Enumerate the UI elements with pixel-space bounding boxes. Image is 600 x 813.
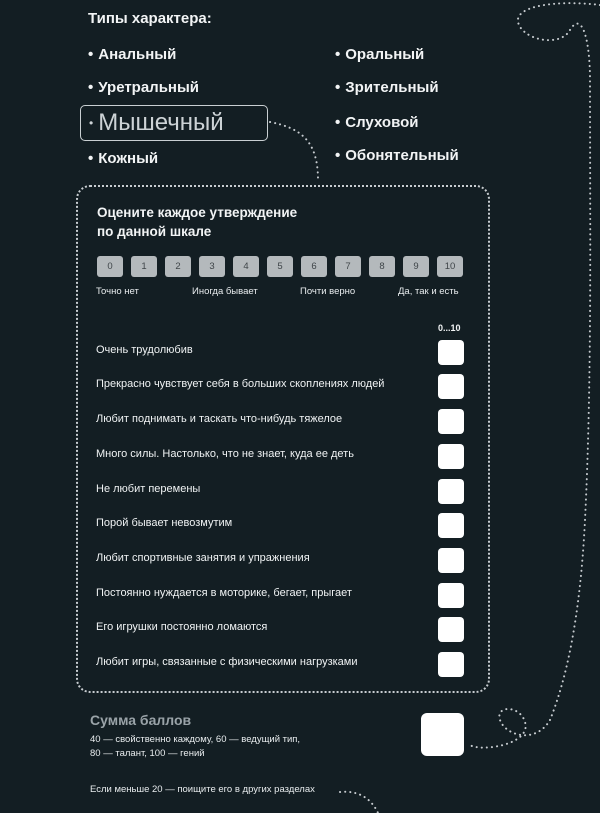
type-label: Обонятельный bbox=[345, 147, 459, 164]
scale-value-7: 7 bbox=[335, 256, 361, 277]
type-item-anal[interactable] bbox=[88, 46, 176, 63]
type-label: Зрительный bbox=[345, 79, 439, 96]
bullet: • bbox=[335, 46, 341, 63]
question-text: Любит поднимать и таскать что-нибудь тяжелое bbox=[96, 413, 343, 425]
question-text: Постоянно нуждается в моторике, бегает, прыгает bbox=[96, 587, 352, 599]
type-item-auditory[interactable] bbox=[335, 114, 419, 131]
type-item-muscular-selected[interactable] bbox=[80, 105, 268, 141]
score-input[interactable] bbox=[438, 617, 464, 642]
type-item-olfactory[interactable] bbox=[335, 147, 459, 164]
score-input[interactable] bbox=[438, 548, 464, 573]
bullet: • bbox=[88, 46, 94, 63]
bullet: • bbox=[335, 114, 341, 131]
scale-value-8: 8 bbox=[369, 256, 395, 277]
score-range-header: 0...10 bbox=[438, 323, 461, 333]
sum-title: Сумма баллов bbox=[90, 712, 192, 728]
question-text: Много силы. Настолько, что не знает, куда ее деть bbox=[96, 448, 354, 460]
scale-value-1: 1 bbox=[131, 256, 157, 277]
scale-value-6: 6 bbox=[301, 256, 327, 277]
scale-value-3: 3 bbox=[199, 256, 225, 277]
type-label: Анальный bbox=[98, 46, 177, 63]
scale-value-0: 0 bbox=[97, 256, 123, 277]
scale-label-almost: Почти верно bbox=[300, 286, 356, 297]
scale-value-4: 4 bbox=[233, 256, 259, 277]
type-item-visual[interactable] bbox=[335, 79, 439, 96]
sum-description-line: 80 — талант, 100 — гений bbox=[90, 748, 205, 759]
bullet: • bbox=[335, 79, 341, 96]
page-title: Типы характера: bbox=[88, 10, 212, 27]
scale-value-2: 2 bbox=[165, 256, 191, 277]
scale-value-10: 10 bbox=[437, 256, 463, 277]
instruction-line: Оцените каждое утверждение bbox=[97, 205, 298, 220]
type-item-oral[interactable] bbox=[335, 46, 424, 63]
question-text: Любит игры, связанные с физическими нагрузками bbox=[96, 656, 358, 668]
question-text: Прекрасно чувствует себя в больших скоплениях людей bbox=[96, 378, 385, 390]
scale-label-no: Точно нет bbox=[96, 286, 139, 297]
type-label: Мышечный bbox=[98, 109, 224, 136]
type-label: Слуховой bbox=[345, 114, 419, 131]
bullet: • bbox=[88, 79, 94, 96]
question-text: Любит спортивные занятия и упражнения bbox=[96, 552, 310, 564]
bottom-note: Если меньше 20 — поищите его в других разделах bbox=[90, 784, 315, 795]
sum-input[interactable] bbox=[421, 713, 464, 756]
score-input[interactable] bbox=[438, 479, 464, 504]
scale-value-5: 5 bbox=[267, 256, 293, 277]
scale-value-9: 9 bbox=[403, 256, 429, 277]
question-text: Порой бывает невозмутим bbox=[96, 517, 233, 529]
score-input[interactable] bbox=[438, 340, 464, 365]
bullet: • bbox=[335, 147, 341, 164]
score-input[interactable] bbox=[438, 409, 464, 434]
bullet: • bbox=[88, 150, 94, 167]
type-label: Оральный bbox=[345, 46, 425, 63]
instruction-line: по данной шкале bbox=[97, 224, 212, 239]
sum-description-line: 40 — свойственно каждому, 60 — ведущий тип, bbox=[90, 734, 301, 745]
type-item-urethral[interactable] bbox=[88, 79, 199, 96]
bullet: • bbox=[89, 116, 94, 130]
question-text: Не любит перемены bbox=[96, 483, 201, 495]
type-item-skin[interactable] bbox=[88, 150, 158, 167]
sum-description bbox=[90, 733, 300, 761]
scale-label-yes: Да, так и есть bbox=[398, 286, 459, 297]
scale-label-sometimes: Иногда бывает bbox=[192, 286, 258, 297]
instruction-text bbox=[97, 203, 297, 241]
question-text: Очень трудолюбив bbox=[96, 344, 193, 356]
score-input[interactable] bbox=[438, 652, 464, 677]
score-input[interactable] bbox=[438, 444, 464, 469]
score-input[interactable] bbox=[438, 583, 464, 608]
score-input[interactable] bbox=[438, 513, 464, 538]
score-input[interactable] bbox=[438, 374, 464, 399]
question-text: Его игрушки постоянно ломаются bbox=[96, 621, 268, 633]
type-label: Кожный bbox=[98, 150, 159, 167]
type-label: Уретральный bbox=[98, 79, 200, 96]
